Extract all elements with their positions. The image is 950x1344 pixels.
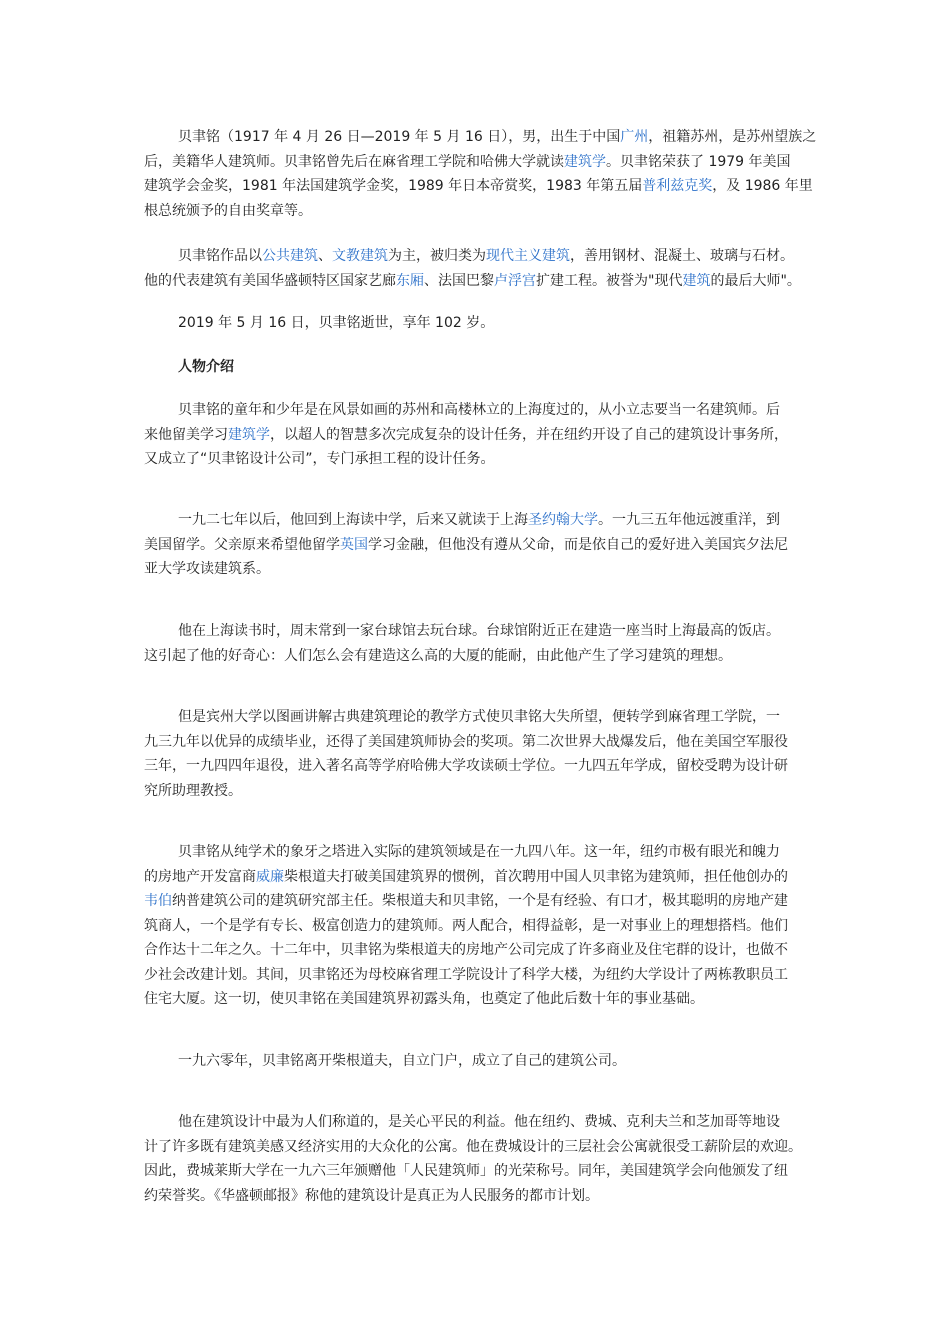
link-webb[interactable]: 韦伯 (144, 893, 172, 909)
section-heading: 人物介绍 (178, 359, 234, 375)
text-line: 住宅大厦。这一切，使贝聿铭在美国建筑界初露头角，也奠定了他此后数十年的事业基础。 (144, 991, 704, 1007)
text-line: 合作达十二年之久。十二年中，贝聿铭为柴根道夫的房地产公司完成了许多商业及住宅群的设计，也做不 (144, 942, 788, 958)
biography-paragraph-6 (144, 1049, 814, 1074)
works-paragraph (144, 244, 814, 293)
text-line: 美国留学。父亲原来希望他留学英国学习金融，但他没有遵从父命，而是依自己的爱好进入美国宾夕法尼 (144, 536, 788, 553)
text-line: 贝聿铭的童年和少年是在风景如画的苏州和高楼林立的上海度过的，从小立志要当一名建筑师。后 (178, 402, 780, 418)
text-line: 这引起了他的好奇心：人们怎么会有建造这么高的大厦的能耐，由此他产生了学习建筑的理想。 (144, 647, 732, 664)
link-educational-architecture[interactable]: 文教建筑 (332, 248, 388, 264)
text-line: 但是宾州大学以图画讲解古典建筑理论的教学方式使贝聿铭大失所望，便转学到麻省理工学院，一 (178, 709, 780, 725)
text-line: 究所助理教授。 (144, 782, 242, 799)
text-line: 三年，一九四四年退役，进入著名高等学府哈佛大学攻读硕士学位。一九四五年学成，留校受聘为设计研 (144, 758, 788, 774)
link-pritzker-prize[interactable]: 普利兹克奖 (642, 178, 713, 194)
text-line: 又成立了“贝聿铭设计公司”，专门承担工程的设计任务。 (144, 451, 495, 467)
link-william[interactable]: 威廉 (256, 868, 284, 885)
link-britain[interactable]: 英国 (340, 536, 368, 553)
text-line: 少社会改建计划。其间，贝聿铭还为母校麻省理工学院设计了科学大楼，为纽约大学设计了两栋教职员工 (144, 966, 788, 983)
death-paragraph (144, 311, 814, 336)
text-line: 根总统颁予的自由奖章等。 (144, 202, 312, 219)
link-st-johns-university[interactable]: 圣约翰大学 (528, 512, 598, 528)
text-line: 韦伯纳普建筑公司的建筑研究部主任。柴根道夫和贝聿铭，一个是有经验、有口才，极其聪明的房地产建 (144, 893, 788, 909)
text-line: 贝聿铭作品以公共建筑、文教建筑为主，被归类为现代主义建筑，善用钢材、混凝土、玻璃与石材。 (178, 248, 794, 264)
biography-paragraph-7 (144, 1110, 814, 1208)
text-line: 2019 年 5 月 16 日，贝聿铭逝世，享年 102 岁。 (178, 315, 495, 331)
text-line: 亚大学攻读建筑系。 (144, 561, 270, 577)
text-line: 来他留美学习建筑学，以超人的智慧多次完成复杂的设计任务，并在纽约开设了自己的建筑设计事务所， (144, 426, 788, 443)
link-modernist-architecture[interactable]: 现代主义建筑 (486, 248, 570, 264)
text-line: 他的代表建筑有美国华盛顿特区国家艺廊东厢、法国巴黎卢浮宫扩建工程。被誉为"现代建筑的最后大师"。 (144, 272, 801, 289)
biography-paragraph-5 (144, 840, 814, 1012)
biography-paragraph-4 (144, 705, 814, 803)
text-line: 后，美籍华人建筑师。贝聿铭曾先后在麻省理工学院和哈佛大学就读建筑学。贝聿铭荣获了 1979 年美国 (144, 153, 791, 170)
link-guangzhou[interactable]: 广州 (620, 129, 649, 145)
link-east-building[interactable]: 东厢 (396, 272, 424, 289)
biography-paragraph-1 (144, 398, 814, 472)
biography-paragraph-3 (144, 619, 814, 668)
text-line: 他在建筑设计中最为人们称道的，是关心平民的利益。他在纽约、费城、克利夫兰和芝加哥等地设 (178, 1114, 780, 1130)
link-louvre[interactable]: 卢浮宫 (494, 272, 536, 289)
intro-paragraph (144, 125, 817, 223)
text-line: 建筑学会金奖，1981 年法国建筑学金奖，1989 年日本帝赏奖，1983 年第五届普利兹克奖，及 1986 年里 (144, 178, 813, 194)
biography-paragraph-2 (144, 508, 814, 582)
text-line: 贝聿铭从纯学术的象牙之塔进入实际的建筑领域是在一九四八年。这一年，纽约市极有眼光和魄力 (178, 844, 780, 860)
link-architecture-3[interactable]: 建筑学 (228, 426, 270, 443)
text-line: 贝聿铭（1917 年 4 月 26 日—2019 年 5 月 16 日），男，出生于中国广州，祖籍苏州，是苏州望族之 (178, 129, 817, 145)
link-architecture[interactable]: 建筑学 (564, 153, 606, 170)
text-line: 一九二七年以后，他回到上海读中学，后来又就读于上海圣约翰大学。一九三五年他远渡重洋，到 (178, 512, 780, 528)
text-line: 计了许多既有建筑美感又经济实用的大众化的公寓。他在费城设计的三层社会公寓就很受工薪阶层的欢迎。 (144, 1138, 802, 1155)
text-line: 筑商人，一个是学有专长、极富创造力的建筑师。两人配合，相得益彰，是一对事业上的理想搭档。他们 (144, 917, 788, 934)
text-line: 因此，费城莱斯大学在一九六三年颁赠他「人民建筑师」的光荣称号。同年，美国建筑学会向他颁发了纽 (144, 1163, 788, 1179)
link-public-architecture[interactable]: 公共建筑 (262, 248, 318, 264)
text-line: 约荣誉奖。《华盛顿邮报》称他的建筑设计是真正为人民服务的都市计划。 (144, 1187, 599, 1204)
text-line: 的房地产开发富商威廉柴根道夫打破美国建筑界的惯例，首次聘用中国人贝聿铭为建筑师，担任他创办的 (144, 868, 788, 885)
text-line: 一九六零年，贝聿铭离开柴根道夫，自立门户，成立了自己的建筑公司。 (178, 1053, 626, 1069)
text-line: 九三九年以优异的成绩毕业，还得了美国建筑师协会的奖项。第二次世界大战爆发后，他在美国空军服役 (144, 733, 788, 750)
text-line: 他在上海读书时，周末常到一家台球馆去玩台球。台球馆附近正在建造一座当时上海最高的饭店。 (178, 623, 780, 639)
link-architecture-2[interactable]: 建筑 (682, 272, 711, 289)
